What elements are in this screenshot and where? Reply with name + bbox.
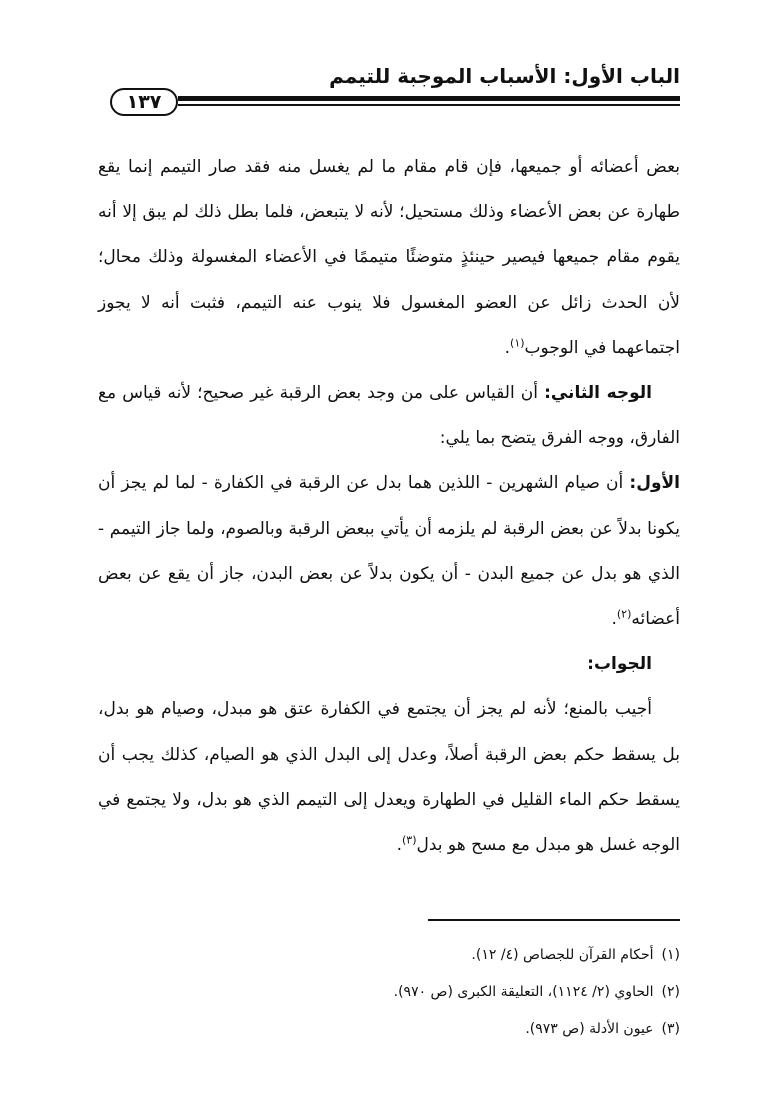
footnote-2-text: الحاوي (٢/ ١١٢٤)، التعليقة الكبرى (ص ٩٧٠). xyxy=(393,984,654,1000)
paragraph-1-text: بعض أعضائه أو جميعها، فإن قام مقام ما لم يغسل منه فقد صار التيمم إنما يقع طهارة عن بعض الأعضاء وذلك مستحيل؛ لأنه لا يتبعض، فلما بطل ذلك لم يبق إلا أنه يقوم مقام جميعها فيصير حينئذٍ متوضئًا متيممًا في الأعضاء المغسولة وذلك محال؛ لأن الحدث زائل عن العضو المغسول فلا ينوب عنه التيمم، فثبت أنه لا يجوز اجتماعهما في الوجوب xyxy=(98,157,680,358)
paragraph-2-lead: الوجه الثاني: xyxy=(544,383,653,404)
paragraph-2-text: أن القياس على من وجد بعض الرقبة غير صحيح؛ لأنه قياس مع الفارق، ووجه الفرق يتضح بما يلي: xyxy=(98,383,680,449)
footnote-ref-1[interactable]: (١) xyxy=(510,336,525,350)
main-text xyxy=(98,145,680,868)
paragraph-4 xyxy=(98,687,680,868)
footnote-3-text: عيون الأدلة (ص ٩٧٣). xyxy=(525,1021,654,1037)
paragraph-3-lead: الأول: xyxy=(629,473,680,494)
footnote-2 xyxy=(98,977,680,1014)
footnote-3-number: (٣) xyxy=(661,1021,680,1037)
page-number: ١٣٧ xyxy=(110,88,178,116)
footnote-1 xyxy=(98,940,680,977)
footnote-2-number: (٢) xyxy=(661,984,680,1000)
paragraph-1 xyxy=(98,145,680,371)
paragraph-3-end: . xyxy=(611,609,617,630)
footnote-1-number: (١) xyxy=(661,947,680,963)
footnotes xyxy=(98,940,680,1051)
paragraph-3-text: أن صيام الشهرين - اللذين هما بدل عن الرقبة في الكفارة - لما لم يجز أن يكونا بدلاً عن بعض الرقبة لم يلزمه أن يأتي ببعض الرقبة وبالصوم، ولما جاز التيمم - الذي هو بدل عن جميع البدن - أن يكون بدلاً عن بعض البدن، جاز أن يقع عن بعض أعضائه xyxy=(98,473,680,630)
running-head-title: الباب الأول: الأسباب الموجبة للتيمم xyxy=(329,64,680,88)
footnote-separator xyxy=(428,919,680,921)
paragraph-4-text: أجيب بالمنع؛ لأنه لم يجز أن يجتمع في الكفارة عتق هو مبدل، وصيام هو بدل، بل يسقط حكم بعض الرقبة أصلاً، وعدل إلى البدل الذي هو الصيام، كذلك يجب أن يسقط حكم الماء القليل في الطهارة ويعدل إلى التيمم الذي هو بدل، ولا يجتمع في الوجه غسل هو مبدل مع مسح هو بدل xyxy=(98,699,680,856)
header-rule-thick xyxy=(178,96,680,101)
footnote-ref-2[interactable]: (٢) xyxy=(616,607,632,621)
footnote-1-text: أحكام القرآن للجصاص (٤/ ١٢). xyxy=(471,947,654,963)
header-rule-thin xyxy=(178,104,680,106)
paragraph-3 xyxy=(98,461,680,642)
footnote-ref-3[interactable]: (٣) xyxy=(402,833,417,847)
paragraph-2 xyxy=(98,371,680,461)
paragraph-1-end: . xyxy=(504,337,511,358)
answer-heading: الجواب: xyxy=(587,654,652,675)
paragraph-4-end: . xyxy=(396,835,402,856)
footnote-3 xyxy=(98,1014,680,1051)
